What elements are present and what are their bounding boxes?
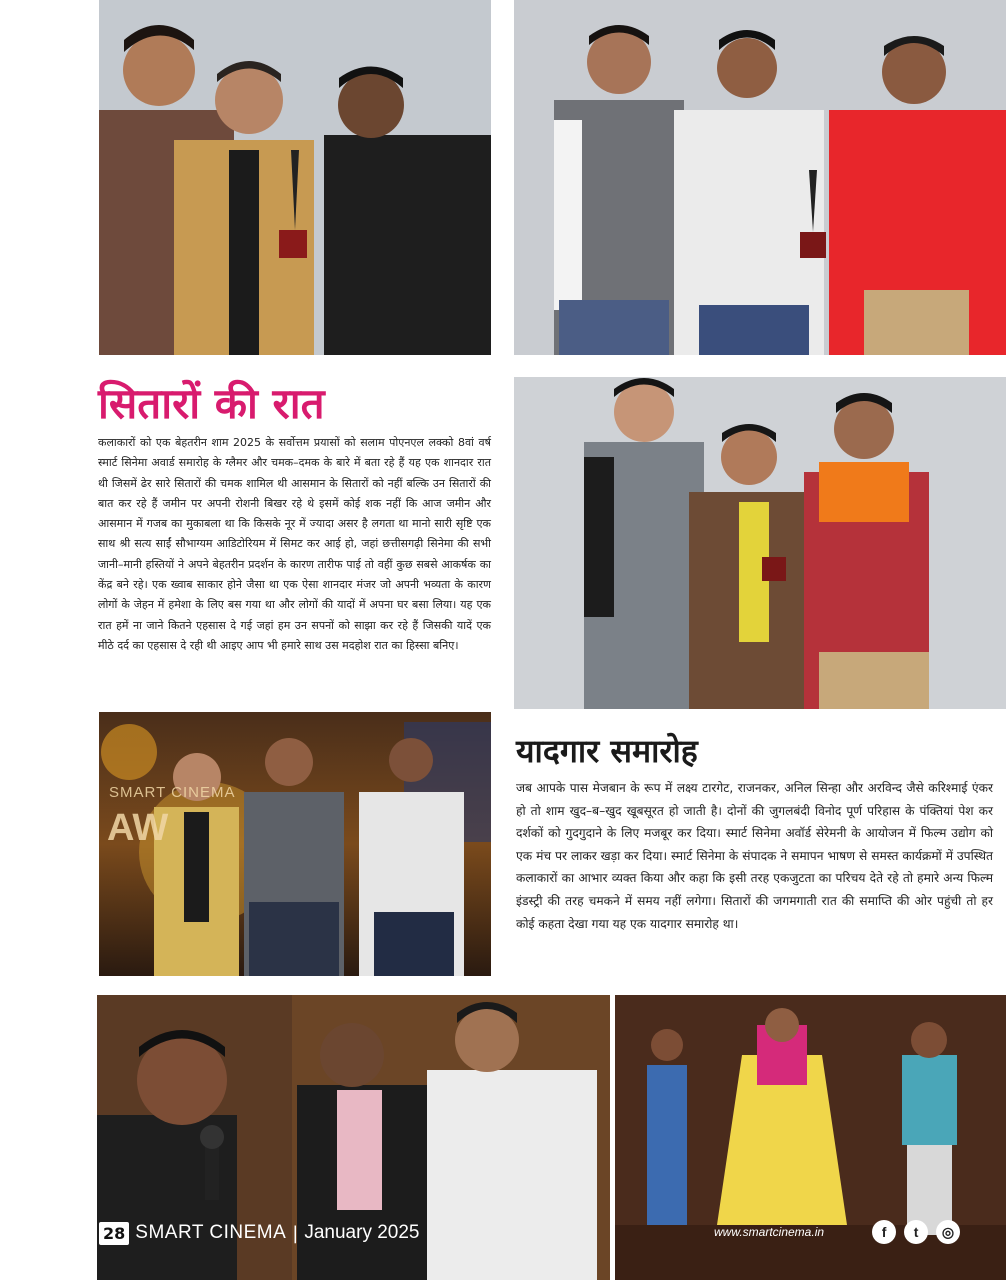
magazine-name: SMART CINEMA [135, 1222, 287, 1243]
article-title-yaadgaar-samaroh: यादगार समारोह [516, 732, 698, 770]
page-number: 28 [99, 1222, 129, 1245]
footer-separator: | [292, 1222, 299, 1244]
article-title-sitaron-ki-raat: सितारों की रात [98, 379, 325, 428]
twitter-icon[interactable]: t [904, 1220, 928, 1244]
stage-photo [99, 712, 491, 976]
award-photo-3 [514, 377, 1006, 709]
facebook-icon[interactable]: f [872, 1220, 896, 1244]
award-photo-2 [514, 0, 1006, 355]
issue-date: January 2025 [304, 1222, 420, 1243]
stage-banner-text: SMART CINEMA [109, 784, 236, 801]
footer-left [99, 1218, 420, 1248]
award-photo-1 [99, 0, 491, 355]
article-body-2: जब आपके पास मेजबान के रूप में लक्ष्य टारगेट, राजनकर, अनिल सिन्हा और अरविन्द जैसे करिश्माई एंकर हो तो शाम खुद–ब–खुद खूबसूरत हो जाती है। दोनों की जुगलबंदी विनोद पूर्ण परिहास के पंक्तियां पेश कर दर्शकों को गुदगुदाने के लिए मजबूर कर दिया। स्मार्ट सिनेमा अवॉर्ड सेरेमनी के आयोजन में फिल्म उद्योग को एक मंच पर लाकर खड़ा कर दिया। स्मार्ट सिनेमा के संपादक ने समापन भाषण से समस्त कार्यक्रमों में उपस्थित कलाकारों का आभार व्यक्त किया और कहा कि इसी तरह एकजुटता का परिचय देते रहे तो हमारे अन्य फिल्म इंडस्ट्री की तरह चमकने में समय नहीं लगेगा। सितारों की जगमगाती रात की समाप्ति की ओर पहुंची तो हर कोई कहता देखा गया यह एक यादगार समारोह था। [516, 781, 993, 931]
stage-banner-text-large: AW [107, 807, 169, 849]
article-body-1: कलाकारों को एक बेहतरीन शाम 2025 के सर्वोत्तम प्रयासों को सलाम पोएनएल लक्को 8वां वर्ष स्मार्ट सिनेमा अवार्ड समारोह के ग्लैमर और चमक–दमक के बारे में बता रहे हैं यह एक शानदार रात थी जिसमें ढेर सारे सितारों की चमक शामिल थी आसमान के सितारों को नहीं बल्कि उन सितारों की बात कर रहे हैं जमीन पर अपनी रोशनी बिखर रहे थे इसमें कोई शक नहीं कि आज जमीन और आसमान में गजब का मुकाबला था कि किसके नूर में ज्यादा असर है लगता था मानो सारी सृष्टि एक साथ श्री सत्य साईं सौभाग्यम आडिटोरियम में सिमट कर आई हो, जहां छत्तीसगढ़ी सिनेमा की सभी जानी–मानी हस्तियों ने अपने बेहतरीन प्रदर्शन के कारण तारीफ पाई तो वहीं कुछ सबसे आकर्षक का केंद्र बने रहे। एक ख्वाब साकार होने जैसा था एक ऐसा शानदार मंजर जो अपनी भव्यता के कारण लोगों के जेहन में हमेशा के लिए बस गया था और लोगों की यादों में अपना घर बसा लिया। यह एक रात हमें ना जाने कितने एहसास दे गई जहां हम उन सपनों को साझा कर रहे हैं जिसकी यादें एक मीठे दर्द का एहसास दे रही थी आइए आप भी हमारे साथ उस मदहोश रात का हिस्सा बनिए। [98, 436, 491, 652]
footer-right [714, 1218, 960, 1246]
instagram-icon[interactable]: ◎ [936, 1220, 960, 1244]
website-link[interactable]: www.smartcinema.in [714, 1225, 825, 1239]
